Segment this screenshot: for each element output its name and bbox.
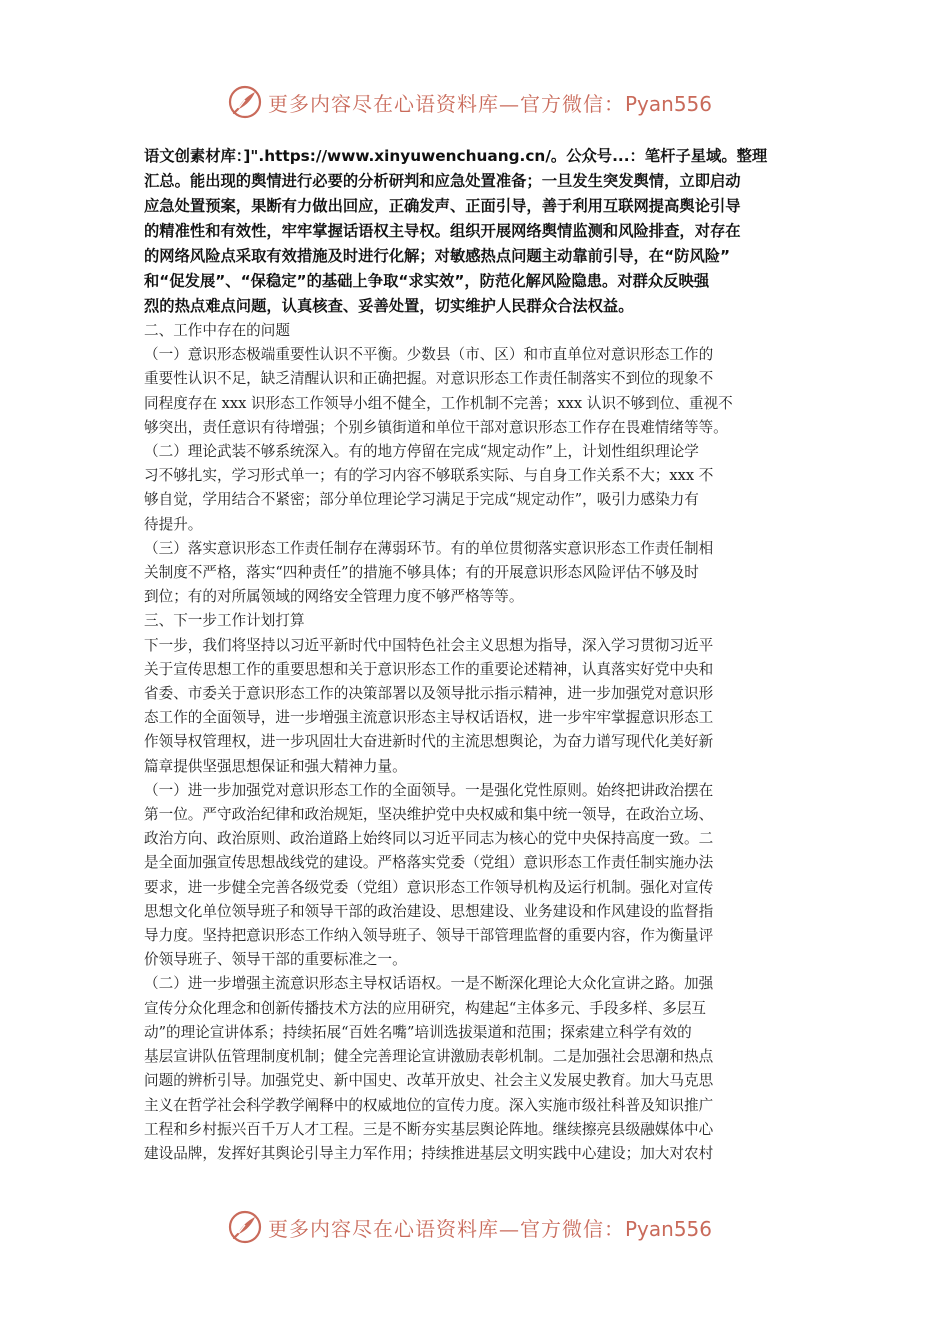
footer-watermark-banner bbox=[0, 1207, 950, 1247]
text-line: 待提升。 bbox=[144, 515, 203, 533]
text-line: 同程度存在 xxx 识形态工作领导小组不健全，工作机制不完善；xxx 认识不够到位、重视不 bbox=[144, 394, 733, 412]
text-line: 工程和乡村振兴百千万人才工程。三是不断夯实基层舆论阵地。继续擦亮县级融媒体中心 bbox=[144, 1120, 714, 1138]
text-line: 政治方向、政治原则、政治道路上始终同以习近平同志为核心的党中央保持高度一致。二 bbox=[144, 830, 714, 848]
text-line: （三）落实意识形态工作责任制存在薄弱环节。有的单位贯彻落实意识形态工作责任制相 bbox=[144, 539, 714, 557]
text-line: 到位；有的对所属领域的网络安全管理力度不够严格等等。 bbox=[144, 588, 524, 606]
text-line: （一）进一步加强党对意识形态工作的全面领导。一是强化党性原则。始终把讲政治摆在 bbox=[144, 781, 714, 799]
text-line: 够突出，责任意识有待增强；个别乡镇街道和单位干部对意识形态工作存在畏难情绪等等。 bbox=[144, 418, 728, 436]
text-line: 主义在哲学社会科学教学阐释中的权威地位的宣传力度。深入实施市级社科普及知识推广 bbox=[144, 1096, 714, 1114]
text-line: 第一位。严守政治纪律和政治规矩，坚决维护党中央权威和集中统一领导，在政治立场、 bbox=[144, 806, 714, 824]
text-line: 的网络风险点采取有效措施及时进行化解；对敏感热点问题主动靠前引导，在“防风险” bbox=[144, 247, 731, 265]
text-line: 态工作的全面领导，进一步増强主流意识形态主导权话语权，进一步牢牢掌握意识形态工 bbox=[144, 709, 714, 727]
watermark-text: 更多内容尽在心语资料库—官方微信：Pyan556 bbox=[268, 1216, 713, 1241]
text-line: 价领导班子、领导干部的重要标准之一。 bbox=[144, 951, 407, 969]
text-line: 和“促发展”、“保稳定”的基础上争取“求实效”，防范化解风险隐患。对群众反映强 bbox=[144, 272, 710, 290]
text-line: 要求，进一步健全完善各级党委（党组）意识形态工作领导机构及运行机制。强化对宣传 bbox=[144, 878, 714, 896]
text-line: （二）理论武装不够系统深入。有的地方停留在完成“规定动作”上，计划性组织理论学 bbox=[144, 443, 699, 461]
text-line: 是全面加强宣传思想战线党的建设。严格落实党委（党组）意识形态工作责任制实施办法 bbox=[144, 854, 714, 872]
text-line: 习不够扎实，学习形式单一；有的学习内容不够联系实际、与自身工作关系不大；xxx 不 bbox=[144, 467, 714, 485]
watermark-text: 更多内容尽在心语资料库—官方微信：Pyan556 bbox=[268, 91, 713, 116]
wechat-id: Pyan556 bbox=[625, 1216, 713, 1241]
text-line: 导力度。坚持把意识形态工作纳入领导班子、领导干部管理监督的重要内容，作为衡量评 bbox=[144, 927, 714, 945]
quill-logo-icon bbox=[228, 1210, 262, 1244]
header-watermark-banner bbox=[0, 82, 950, 122]
text-line: 关制度不严格，落实“四种责任”的措施不够具体；有的开展意识形态风险评估不够及时 bbox=[144, 564, 699, 582]
section-heading: 二、工作中存在的问题 bbox=[144, 322, 290, 339]
quill-logo-icon bbox=[228, 85, 262, 119]
intro-paragraph bbox=[144, 144, 808, 319]
text-line: 汇总。能出现的舆情进行必要的分析研判和应急处置准备；一旦发生突发舆情，立即启动 bbox=[144, 172, 741, 190]
body-text bbox=[144, 319, 808, 1166]
text-line: 关于宣传思想工作的重要思想和关于意识形态工作的重要论述精神，认真落实好党中央和 bbox=[144, 660, 714, 678]
text-line: （二）进一步增强主流意识形态主导权话语权。一是不断深化理论大众化宣讲之路。加强 bbox=[144, 975, 714, 993]
text-line: 够自觉，学用结合不紧密；部分单位理论学习满足于完成“规定动作”，吸引力感染力有 bbox=[144, 491, 699, 509]
text-line: 基层宣讲队伍管理制度机制；健全完善理论宣讲激励表彰机制。二是加强社会思潮和热点 bbox=[144, 1048, 714, 1066]
text-line: 的精准性和有效性，牢牢掌握话语权主导权。组织开展网络舆情监测和风险排查，对存在 bbox=[144, 222, 741, 240]
text-line: 宣传分众化理念和创新传播技术方法的应用研究，构建起“主体多元、手段多样、多层互 bbox=[144, 999, 707, 1017]
text-line: 动”的理论宣讲体系；持续拓展“百姓名嘴”培训选拔渠道和范围；探索建立科学有效的 bbox=[144, 1023, 692, 1041]
text-line: 语文创素材库：]".https://www.xinyuwenchuang.cn/。公众号...：笔杆子星域。整理 bbox=[144, 147, 768, 165]
document-content bbox=[144, 144, 808, 1166]
text-line: 下一步，我们将坚持以习近平新时代中国特色社会主义思想为指导，深入学习贯彻习近平 bbox=[144, 636, 714, 654]
wechat-id: Pyan556 bbox=[625, 91, 713, 116]
text-line: 应急处置预案，果断有力做出回应，正确发声、正面引导，善于利用互联网提高舆论引导 bbox=[144, 197, 741, 215]
text-line: 思想文化单位领导班子和领导干部的政治建设、思想建设、业务建设和作风建设的监督指 bbox=[144, 902, 714, 920]
text-line: 篇章提供坚强思想保证和强大精神力量。 bbox=[144, 757, 407, 775]
section-heading: 三、下一步工作计划打算 bbox=[144, 612, 305, 630]
text-line: 省委、市委关于意识形态工作的决策部署以及领导批示指示精神，进一步加强党对意识形 bbox=[144, 685, 714, 703]
text-line: （一）意识形态极端重要性认识不平衡。少数县（市、区）和市直单位对意识形态工作的 bbox=[144, 346, 714, 364]
text-line: 问题的辨析引导。加强党史、新中国史、改革开放史、社会主义发展史教育。加大马克思 bbox=[144, 1072, 714, 1090]
text-line: 重要性认识不足，缺乏清醒认识和正确把握。对意识形态工作责任制落实不到位的现象不 bbox=[144, 370, 714, 388]
text-line: 作领导权管理权，进一步巩固壮大奋进新时代的主流思想舆论，为奋力谱写现代化美好新 bbox=[144, 733, 714, 751]
text-line: 烈的热点难点问题，认真核查、妥善处置，切实维护人民群众合法权益。 bbox=[144, 297, 634, 315]
text-line: 建设品牌，发挥好其舆论引导主力军作用；持续推进基层文明实践中心建设；加大对农村 bbox=[144, 1144, 714, 1162]
